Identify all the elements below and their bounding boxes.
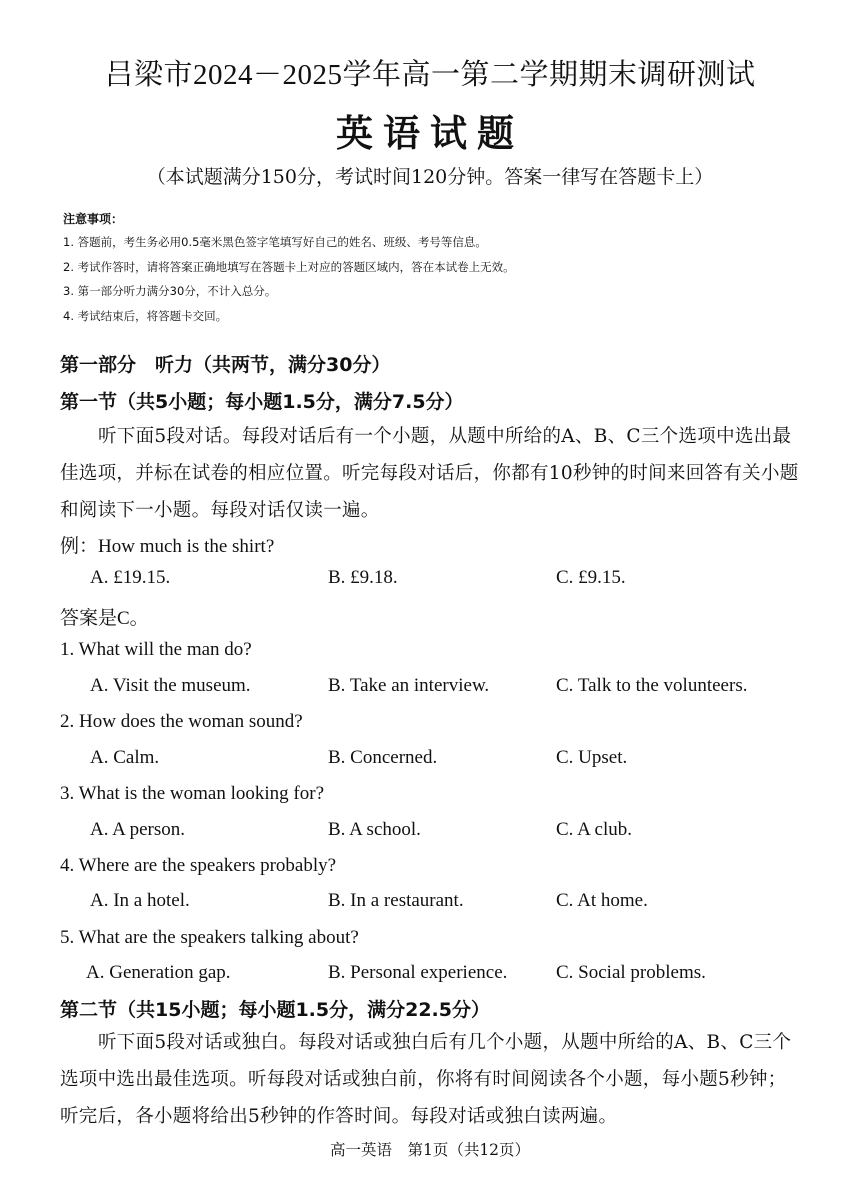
q5-option-b: B. Personal experience. <box>328 962 508 983</box>
scoring-note: （本试题满分150分，考试时间120分钟。答案一律写在答题卡上） <box>146 166 714 188</box>
section-one-heading: 第一节（共5小题；每小题1.5分，满分7.5分） <box>60 391 464 413</box>
exam-title: 吕梁市2024－2025学年高一第二学期期末调研测试 <box>104 59 756 91</box>
notes-title: 注意事项： <box>63 212 124 226</box>
example-option-c: C. £9.15. <box>556 567 626 588</box>
q2-option-c: C. Upset. <box>556 747 628 768</box>
page-footer: 高一英语 第1页（共12页） <box>329 1141 531 1159</box>
example-option-a: A. £19.15. <box>90 567 171 588</box>
example-question: 例：How much is the shirt? <box>60 536 275 557</box>
q1-option-a: A. Visit the museum. <box>90 675 251 696</box>
question-4: 4. Where are the speakers probably? <box>60 855 337 876</box>
section-two-instructions: 听下面5段对话或独白。每段对话或独白后有几个小题，从题中所给的A、B、C三个选项中选出最佳选项。听每段对话或独白前，你将有时间阅读各个小题，每小题5秒钟；听完后，各小题将给出5秒钟的作答时间。每段对话或独白读两遍。 <box>60 1032 792 1127</box>
q5-option-c: C. Social problems. <box>556 962 706 983</box>
question-5: 5. What are the speakers talking about? <box>60 927 359 948</box>
q2-option-b: B. Concerned. <box>328 747 438 768</box>
question-3: 3. What is the woman looking for? <box>60 783 325 804</box>
q1-option-c: C. Talk to the volunteers. <box>556 675 748 696</box>
question-2: 2. How does the woman sound? <box>60 711 303 732</box>
section-two-heading: 第二节（共15小题；每小题1.5分，满分22.5分） <box>60 999 490 1021</box>
example-answer: 答案是C。 <box>60 608 149 629</box>
q4-option-a: A. In a hotel. <box>90 890 190 911</box>
q3-option-b: B. A school. <box>328 819 421 840</box>
section-one-instructions: 听下面5段对话。每段对话后有一个小题，从题中所给的A、B、C三个选项中选出最佳选项，并标在试卷的相应位置。听完每段对话后，你都有10秒钟的时间来回答有关小题和阅读下一小题。每段对话仅读一遍。 <box>60 426 799 521</box>
q4-option-c: C. At home. <box>556 890 648 911</box>
q1-option-b: B. Take an interview. <box>328 675 490 696</box>
example-option-b: B. £9.18. <box>328 567 398 588</box>
notes-block <box>63 208 823 328</box>
note-item: 2. 考试作答时，请将答案正确地填写在答题卡上对应的答题区域内，答在本试卷上无效。 <box>63 259 515 274</box>
q5-option-a: A. Generation gap. <box>86 962 231 983</box>
part-one-heading: 第一部分 听力（共两节，满分30分） <box>60 354 391 376</box>
q4-option-b: B. In a restaurant. <box>328 890 464 911</box>
q3-option-c: C. A club. <box>556 819 633 840</box>
q2-option-a: A. Calm. <box>90 747 160 768</box>
q3-option-a: A. A person. <box>90 819 185 840</box>
note-item: 3. 第一部分听力满分30分，不计入总分。 <box>63 284 277 298</box>
subject-title: 英语试题 <box>336 111 524 155</box>
note-item: 4. 考试结束后，将答题卡交回。 <box>63 308 228 323</box>
note-item: 1. 答题前，考生务必用0.5毫米黑色签字笔填写好自己的姓名、班级、考号等信息。 <box>63 235 487 249</box>
question-1: 1. What will the man do? <box>60 639 252 660</box>
